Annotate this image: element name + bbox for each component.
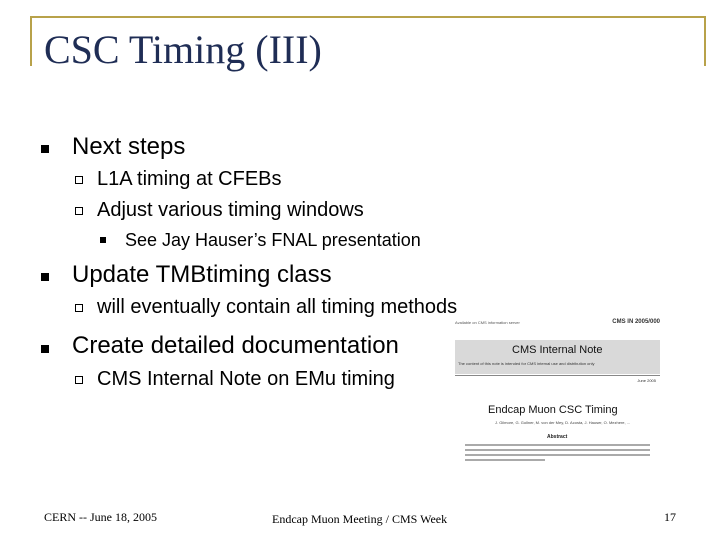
doc-banner-title: CMS Internal Note bbox=[512, 344, 603, 356]
bullet-marker-1 bbox=[41, 145, 49, 153]
bullet-2: Update TMBtiming class bbox=[72, 261, 332, 288]
sub-bullet-3-1: CMS Internal Note on EMu timing bbox=[97, 368, 395, 390]
sub-bullet-marker-3-1 bbox=[75, 376, 83, 384]
footer-event: Endcap Muon Meeting / CMS Week bbox=[272, 512, 448, 526]
doc-abstract-line bbox=[465, 459, 545, 461]
internal-note-image bbox=[455, 318, 660, 470]
doc-date: June 2005 bbox=[637, 378, 656, 383]
doc-abstract-line bbox=[465, 444, 650, 446]
doc-header-right: CMS IN 2005/000 bbox=[612, 319, 660, 325]
doc-paper-title: Endcap Muon CSC Timing bbox=[488, 404, 618, 416]
doc-divider bbox=[455, 375, 660, 376]
doc-abstract-line bbox=[465, 454, 650, 456]
sub-bullet-1-1: L1A timing at CFEBs bbox=[97, 168, 282, 190]
bullet-marker-3 bbox=[41, 345, 49, 353]
sub-bullet-2-1: will eventually contain all timing methods bbox=[97, 296, 458, 318]
frame-left-rule bbox=[30, 16, 32, 66]
doc-abstract-line bbox=[465, 449, 650, 451]
subsub-bullet-marker-1-2-1 bbox=[100, 237, 106, 243]
sub-bullet-marker-1-2 bbox=[75, 207, 83, 215]
bullet-marker-2 bbox=[41, 273, 49, 281]
bullet-3: Create detailed documentation bbox=[72, 332, 399, 359]
frame-top-rule bbox=[30, 16, 706, 18]
frame-right-rule bbox=[704, 16, 706, 66]
bullet-1: Next steps bbox=[72, 133, 186, 160]
doc-banner-subtitle: The content of this note is intended for CMS internal use and distribution only bbox=[458, 361, 595, 366]
page-number: 17 bbox=[664, 510, 676, 524]
subsub-bullet-1-2-1: See Jay Hauser’s FNAL presentation bbox=[125, 230, 421, 250]
footer-date: CERN -- June 18, 2005 bbox=[44, 510, 157, 524]
sub-bullet-marker-2-1 bbox=[75, 304, 83, 312]
doc-authors: J. Gilmore, G. Gollner, M. von der Mey, D. Acosta, J. Hauser, O. Mezhere, ... bbox=[495, 420, 631, 425]
sub-bullet-marker-1-1 bbox=[75, 176, 83, 184]
doc-header-left: Available on CMS information server bbox=[455, 320, 520, 325]
doc-abstract-heading: Abstract bbox=[547, 434, 568, 440]
sub-bullet-1-2: Adjust various timing windows bbox=[97, 199, 364, 221]
slide-title: CSC Timing (III) bbox=[44, 27, 322, 72]
